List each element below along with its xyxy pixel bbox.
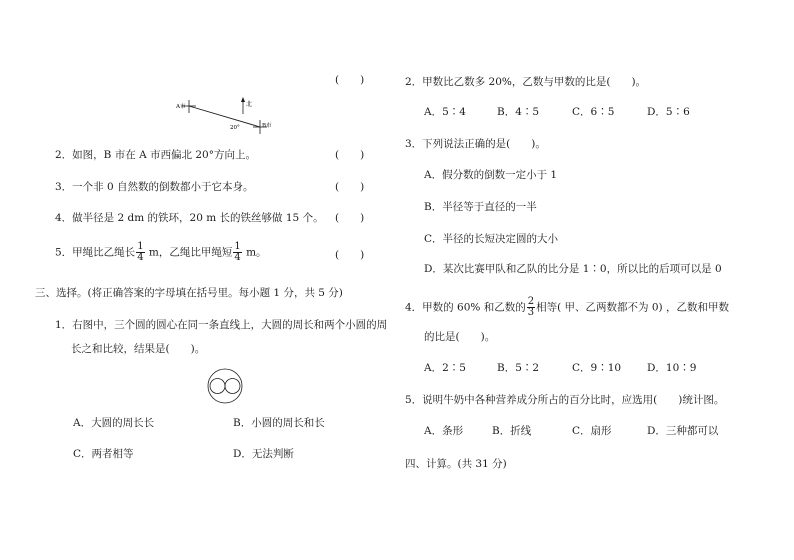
a-to-b-line: [189, 106, 260, 127]
q4-part2: 相等( 甲、乙两数都不为 0) ，乙数和甲数: [536, 301, 729, 314]
choice-q4-option-d[interactable]: D．10∶9: [647, 362, 697, 374]
choice-q5-option-b[interactable]: B．折线: [492, 425, 532, 437]
choice-q2-option-a[interactable]: A．5∶4: [424, 106, 466, 118]
judge-q5-paren[interactable]: ( ): [335, 249, 365, 261]
choice-q1-line2[interactable]: 长之和比较，结果是( )。: [71, 343, 206, 355]
choice-q3-option-c[interactable]: C．半径的长短决定圆的大小: [424, 233, 559, 245]
choice-q1-option-d[interactable]: D．无法判断: [233, 448, 294, 460]
small-circle-left: [210, 379, 225, 394]
choice-q2-option-b[interactable]: B．4∶5: [497, 106, 540, 118]
choice-q2-text[interactable]: 2．甲数比乙数多 20%，乙数与甲数的比是( )。: [405, 76, 647, 88]
q1-answer-paren[interactable]: ( ): [335, 74, 365, 86]
label-north: 北: [246, 101, 253, 108]
judge-q5-text: [55, 242, 267, 263]
choice-q3-option-d[interactable]: D．某次比赛甲队和乙队的比分是 1∶0，所以比的后项可以是 0: [424, 263, 722, 275]
q5-frac2-den: 4: [234, 252, 241, 263]
direction-diagram: [175, 96, 285, 136]
choice-q3-text[interactable]: 3．下列说法正确的是( )。: [405, 138, 546, 150]
q5-frac1-den: 4: [137, 252, 144, 263]
choice-q1-option-b[interactable]: B．小圆的周长和长: [233, 417, 325, 429]
q5-frac1-num: 1: [137, 241, 144, 252]
choice-q1-option-a[interactable]: A．大圆的周长长: [73, 417, 155, 429]
q5-part3: m。: [242, 246, 267, 259]
choice-q5-option-c[interactable]: C．扇形: [572, 425, 612, 437]
q4-frac-den: 3: [527, 307, 535, 318]
q5-fraction-1: [136, 242, 144, 263]
choice-q5-option-d[interactable]: D．三种都可以: [647, 425, 719, 437]
choice-q2-option-c[interactable]: C．6∶5: [572, 106, 615, 118]
q4-fraction: [527, 297, 535, 318]
three-circles-figure: [205, 366, 245, 406]
choice-q1-option-c[interactable]: C．两者相等: [73, 448, 134, 460]
q5-fraction-2: [233, 242, 241, 263]
q5-part1: 5．甲绳比乙绳长: [55, 246, 136, 259]
label-b-city: B市: [262, 123, 272, 129]
label-a-city: A市: [176, 104, 186, 110]
north-arrow-head: [241, 97, 245, 102]
choice-q4-line1: [405, 297, 729, 318]
section-3-heading: 三、选择。(将正确答案的字母填在括号里。每小题 1 分，共 5 分): [35, 287, 343, 299]
judge-q2-paren[interactable]: ( ): [335, 149, 365, 161]
q4-frac-num: 2: [527, 296, 535, 307]
q5-frac2-num: 1: [234, 241, 241, 252]
choice-q5-text[interactable]: 5．说明牛奶中各种营养成分所占的百分比时，应选用( )统计图。: [405, 394, 725, 406]
small-circle-right: [225, 379, 240, 394]
choice-q4-option-a[interactable]: A．2∶5: [424, 362, 466, 374]
choice-q5-option-a[interactable]: A．条形: [424, 425, 464, 437]
judge-q3-paren[interactable]: ( ): [335, 181, 365, 193]
q4-part1: 4．甲数的 60% 和乙数的: [405, 301, 526, 314]
choice-q4-option-b[interactable]: B．5∶2: [497, 362, 540, 374]
judge-q4-text: 4．做半径是 2 dm 的铁环，20 m 长的铁丝够做 15 个。: [55, 212, 324, 224]
choice-q4-option-c[interactable]: C．9∶10: [572, 362, 622, 374]
judge-q2-text: 2．如图，B 市在 A 市西偏北 20°方向上。: [55, 149, 256, 161]
label-angle: 20°: [230, 125, 240, 131]
choice-q3-option-a[interactable]: A．假分数的倒数一定小于 1: [424, 169, 558, 181]
choice-q1-line1: 1．右图中，三个圆的圆心在同一条直线上，大圆的周长和两个小圆的周: [55, 319, 388, 331]
judge-q3-text: 3．一个非 0 自然数的倒数都小于它本身。: [55, 181, 254, 193]
choice-q3-option-b[interactable]: B．半径等于直径的一半: [424, 201, 537, 213]
q5-part2: m，乙绳比甲绳短: [145, 246, 233, 259]
judge-q4-paren[interactable]: ( ): [335, 212, 365, 224]
section-4-heading: 四、计算。(共 31 分): [405, 458, 507, 470]
choice-q2-option-d[interactable]: D．5∶6: [647, 106, 690, 118]
choice-q4-line2[interactable]: 的比是( )。: [424, 331, 496, 343]
